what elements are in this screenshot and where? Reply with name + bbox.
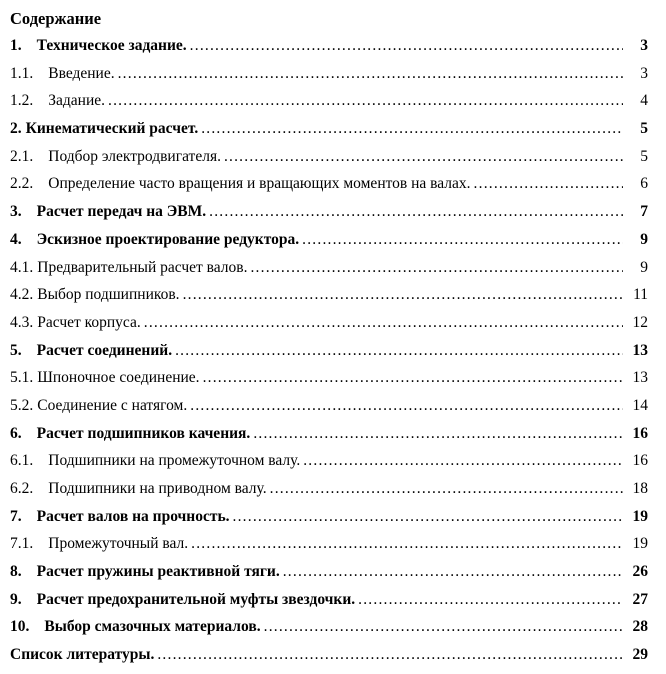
toc-entry-page-number: 9 — [640, 230, 648, 248]
toc-entry-page-number: 9 — [640, 258, 648, 276]
toc-entry[interactable] — [10, 586, 648, 614]
toc-dot-leader — [224, 143, 623, 171]
toc-entry[interactable] — [10, 254, 648, 282]
toc-entry-number: 5.1. — [10, 369, 34, 387]
toc-entry-title: Расчет предохранительной муфты звездочки. — [36, 590, 356, 608]
toc-entry[interactable] — [10, 364, 648, 392]
toc-entry[interactable] — [10, 281, 648, 309]
toc-entry-title: Шпоночное соединение. — [37, 369, 200, 387]
toc-entry[interactable] — [10, 420, 648, 448]
toc-entry[interactable] — [10, 392, 648, 420]
toc-entry-title: Кинематический расчет. — [25, 120, 199, 138]
toc-entry-number: 3. — [10, 203, 22, 221]
toc-entry-title: Расчет пружины реактивной тяги. — [36, 563, 280, 581]
toc-dot-leader — [201, 115, 623, 143]
toc-entry[interactable] — [10, 613, 648, 641]
toc-entry-title: Техническое задание. — [36, 37, 187, 54]
toc-entry[interactable] — [10, 337, 648, 365]
toc-entry-page-number: 29 — [632, 646, 648, 664]
toc-entry[interactable] — [10, 170, 648, 198]
toc-dot-leader — [108, 87, 623, 115]
toc-dot-leader — [264, 613, 623, 641]
toc-entry-title: Предварительный расчет валов. — [37, 258, 248, 276]
toc-dot-leader — [118, 60, 623, 88]
toc-dot-leader — [358, 586, 623, 614]
toc-dot-leader — [233, 503, 623, 531]
toc-entry-number: 2.2. — [10, 175, 34, 193]
toc-entry-page-number: 13 — [632, 341, 648, 359]
toc-entry-page-number: 19 — [632, 507, 648, 525]
toc-entry-page-number: 12 — [632, 313, 648, 331]
toc-entry[interactable] — [10, 558, 648, 586]
toc-dot-leader — [183, 281, 623, 309]
toc-entry-number: 2. — [10, 120, 22, 138]
toc-entry-page-number: 7 — [640, 203, 648, 221]
toc-entry-number: 1. — [10, 37, 22, 54]
toc-entry[interactable] — [10, 530, 648, 558]
toc-entry-title: Расчет передач на ЭВМ. — [36, 203, 207, 221]
toc-entry-page-number: 16 — [632, 452, 648, 470]
toc-dot-leader — [253, 420, 623, 448]
toc-entry[interactable] — [10, 503, 648, 531]
toc-dot-leader — [190, 32, 623, 60]
toc-entry[interactable] — [10, 226, 648, 254]
toc-entry-number: 6.1. — [10, 452, 34, 470]
toc-dot-leader — [144, 309, 623, 337]
toc-entry-number: 5. — [10, 341, 22, 359]
toc-entry-number: 1.1. — [10, 64, 34, 82]
toc-entry-number: 6.2. — [10, 480, 34, 497]
toc-entry[interactable] — [10, 32, 648, 60]
page-title: Содержание — [10, 9, 102, 28]
toc-entry[interactable] — [10, 115, 648, 143]
toc-entry-title: Эскизное проектирование редуктора. — [36, 230, 300, 248]
toc-entry-title: Расчет корпуса. — [37, 313, 141, 331]
toc-entry-page-number: 19 — [632, 535, 648, 553]
toc-entry-number: 4.2. — [10, 286, 34, 304]
toc-entry-number: 4.3. — [10, 313, 34, 331]
toc-dot-leader — [209, 198, 623, 226]
toc-entry-page-number: 26 — [632, 563, 648, 581]
toc-entry-number: 9. — [10, 590, 22, 608]
toc-entry-title: Соединение с натягом. — [37, 396, 188, 414]
toc-entry-number: 1.2. — [10, 92, 34, 110]
toc-entry-page-number: 3 — [640, 64, 648, 82]
toc-entry-page-number: 6 — [640, 175, 648, 193]
toc-dot-leader — [157, 641, 623, 669]
toc-entry[interactable] — [10, 87, 648, 115]
toc-dot-leader — [190, 392, 623, 420]
toc-entry-page-number: 18 — [632, 480, 648, 497]
toc-entry[interactable] — [10, 309, 648, 337]
toc-dot-leader — [250, 254, 623, 282]
toc-entry-number: 2.1. — [10, 147, 34, 165]
toc-entry[interactable] — [10, 143, 648, 171]
toc-entry-page-number: 4 — [640, 92, 648, 110]
toc-entry-page-number: 16 — [632, 424, 648, 442]
toc-dot-leader — [191, 530, 623, 558]
toc-entry-number: 7. — [10, 507, 22, 525]
toc-entry-number: 4. — [10, 230, 22, 248]
toc-entry-title: Расчет валов на прочность. — [36, 507, 230, 525]
toc-entry-page-number: 28 — [632, 618, 648, 636]
toc-entry[interactable] — [10, 198, 648, 226]
toc-dot-leader — [270, 475, 623, 503]
toc-entry-title: Определение часто вращения и вращающих моментов на валах. — [48, 175, 471, 193]
toc-entry-number: 7.1. — [10, 535, 34, 553]
toc-entry[interactable] — [10, 60, 648, 88]
toc-entry[interactable] — [10, 475, 648, 503]
toc-entry-title: Расчет соединений. — [36, 341, 173, 359]
toc-entry-page-number: 5 — [640, 147, 648, 165]
toc-entry-title: Выбор подшипников. — [37, 286, 180, 304]
toc-entry-number: 10. — [10, 618, 30, 636]
toc-entry-page-number: 5 — [640, 120, 648, 138]
toc-entry-title: Задание. — [48, 92, 106, 110]
toc-entry[interactable] — [10, 447, 648, 475]
toc-dot-leader — [474, 170, 623, 198]
toc-list — [10, 32, 648, 669]
toc-entry-number: 5.2. — [10, 396, 34, 414]
toc-entry-title: Выбор смазочных материалов. — [44, 618, 261, 636]
toc-entry-title: Введение. — [48, 64, 115, 82]
toc-dot-leader — [303, 447, 623, 475]
toc-entry-page-number: 11 — [633, 286, 648, 304]
toc-dot-leader — [203, 364, 623, 392]
toc-entry-title: Список литературы. — [10, 646, 155, 664]
toc-dot-leader — [283, 558, 623, 586]
toc-entry-page-number: 27 — [632, 590, 648, 608]
toc-entry-number: 6. — [10, 424, 22, 442]
toc-entry-title: Подшипники на приводном валу. — [48, 480, 267, 497]
toc-entry-title: Расчет подшипников качения. — [36, 424, 251, 442]
toc-entry-page-number: 13 — [632, 369, 648, 387]
toc-entry-page-number: 14 — [632, 396, 648, 414]
toc-dot-leader — [175, 337, 623, 365]
toc-entry-title: Подшипники на промежуточном валу. — [48, 452, 301, 470]
toc-entry-title: Промежуточный вал. — [48, 535, 189, 553]
toc-entry-page-number: 3 — [640, 37, 648, 54]
toc-dot-leader — [302, 226, 623, 254]
toc-entry[interactable] — [10, 641, 648, 669]
toc-entry-number: 4.1. — [10, 258, 34, 276]
toc-entry-title: Подбор электродвигателя. — [48, 147, 221, 165]
toc-entry-number: 8. — [10, 563, 22, 581]
